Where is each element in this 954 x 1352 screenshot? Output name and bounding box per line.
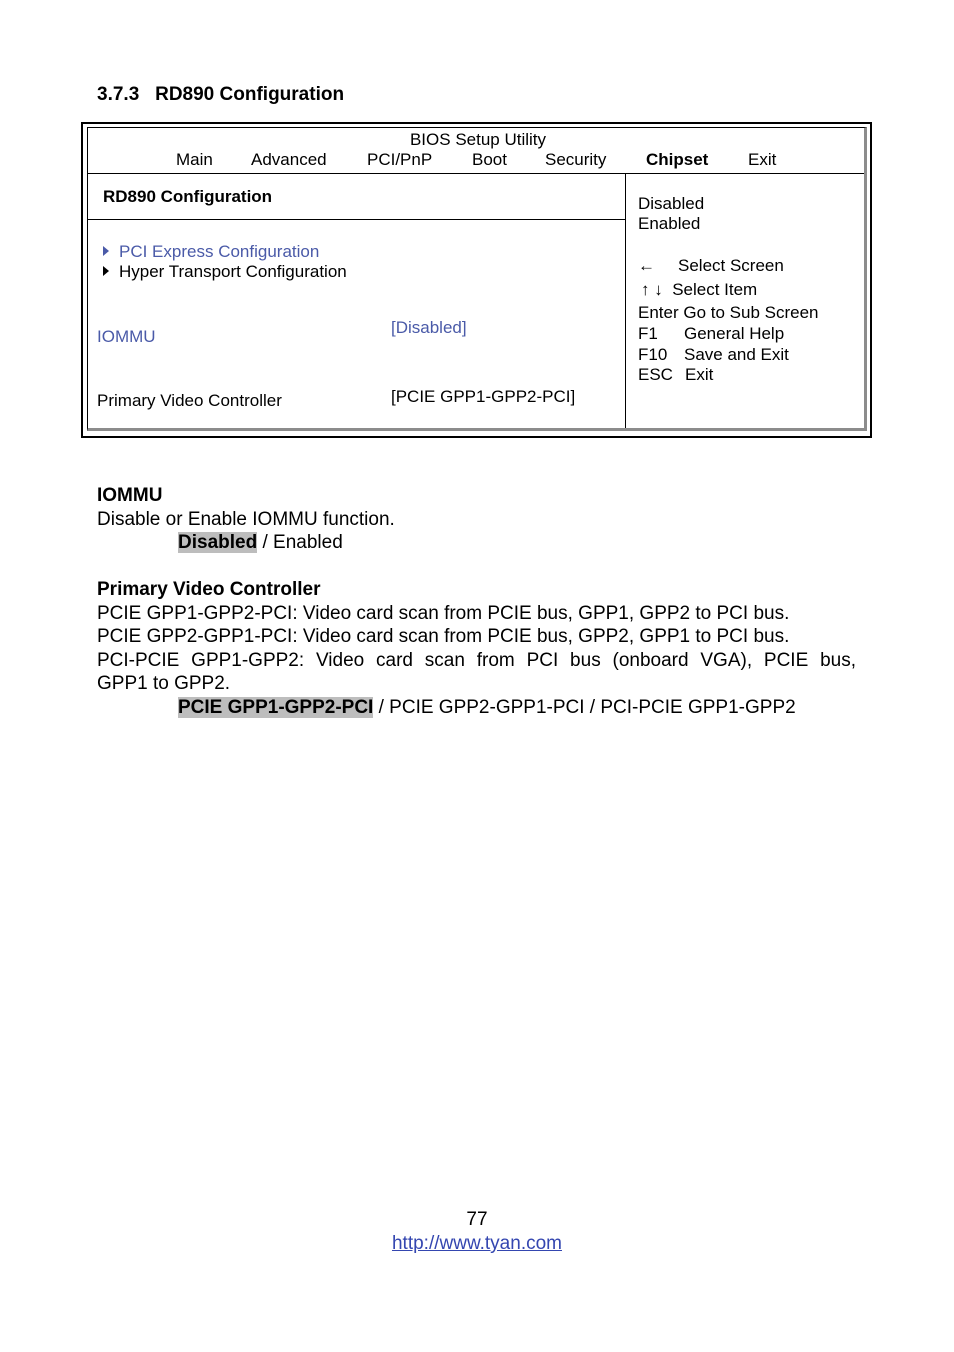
header-divider	[88, 173, 864, 174]
default-option: PCIE GPP1-GPP2-PCI	[178, 697, 374, 718]
tab-advanced[interactable]: Advanced	[251, 150, 327, 169]
help-key-select-screen: ← Select Screen	[638, 256, 784, 275]
iommu-heading: IOMMU	[97, 485, 163, 506]
submenu-pci-express[interactable]	[103, 242, 319, 262]
page-number: 77	[466, 1209, 488, 1230]
pvc-line: GPP1 to GPP2.	[97, 673, 231, 694]
triangle-right-icon	[103, 266, 109, 276]
bios-frame	[87, 127, 867, 431]
tab-chipset[interactable]: Chipset	[646, 150, 709, 169]
default-option: Disabled	[178, 532, 258, 553]
other-options: / PCIE GPP2-GPP1-PCI / PCI-PCIE GPP1-GPP2	[373, 697, 796, 718]
help-option-disabled: Disabled	[638, 194, 705, 213]
help-key-enter: Enter Go to Sub Screen	[638, 303, 819, 322]
pvc-heading: Primary Video Controller	[97, 579, 321, 600]
section-number: 3.7.3	[97, 84, 140, 105]
tab-main[interactable]: Main	[176, 150, 213, 169]
tab-security[interactable]: Security	[545, 150, 607, 169]
tab-boot[interactable]: Boot	[472, 150, 507, 169]
setting-primary-video-label[interactable]: Primary Video Controller	[97, 391, 282, 410]
iommu-options	[178, 532, 343, 554]
help-key-f10: F10 Save and Exit	[638, 345, 789, 364]
tab-exit[interactable]: Exit	[748, 150, 777, 169]
bios-utility-title: BIOS Setup Utility	[409, 130, 547, 149]
setting-primary-video-value[interactable]: [PCIE GPP1-GPP2-PCI]	[391, 387, 576, 406]
pvc-line: PCIE GPP1-GPP2-PCI: Video card scan from PCIE bus, GPP1, GPP2 to PCI bus.	[97, 603, 790, 624]
panel-title: RD890 Configuration	[103, 187, 273, 206]
other-options: / Enabled	[257, 532, 343, 553]
pvc-line: PCI-PCIE GPP1-GPP2: Video card scan from PCI bus (onboard VGA), PCIE bus,	[97, 650, 856, 671]
help-option-enabled: Enabled	[638, 214, 701, 233]
submenu-label: PCI Express Configuration	[119, 242, 320, 261]
submenu-hyper-transport[interactable]	[103, 262, 347, 282]
setting-iommu-value[interactable]: [Disabled]	[391, 318, 467, 337]
help-key-select-item: ↑ ↓ Select Item	[641, 280, 758, 299]
panel-title-divider	[88, 219, 625, 220]
pvc-line: PCIE GPP2-GPP1-PCI: Video card scan from PCIE bus, GPP2, GPP1 to PCI bus.	[97, 626, 790, 647]
tab-pci-pnp[interactable]: PCI/PnP	[367, 150, 433, 169]
triangle-right-icon	[103, 246, 109, 256]
left-arrow-icon: ←	[638, 256, 655, 275]
panel-divider	[625, 173, 626, 428]
website-link[interactable]: http://www.tyan.com	[391, 1233, 562, 1254]
help-key-esc: ESC Exit	[638, 365, 714, 384]
bios-screen	[81, 122, 872, 438]
iommu-description: Disable or Enable IOMMU function.	[97, 509, 395, 530]
up-down-arrow-icon: ↑ ↓	[641, 280, 663, 299]
submenu-label: Hyper Transport Configuration	[119, 262, 347, 281]
help-key-f1: F1 General Help	[638, 324, 785, 343]
section-title: RD890 Configuration	[155, 84, 345, 105]
section-heading	[97, 84, 344, 106]
pvc-options	[178, 697, 796, 719]
setting-iommu-label[interactable]: IOMMU	[97, 327, 156, 346]
